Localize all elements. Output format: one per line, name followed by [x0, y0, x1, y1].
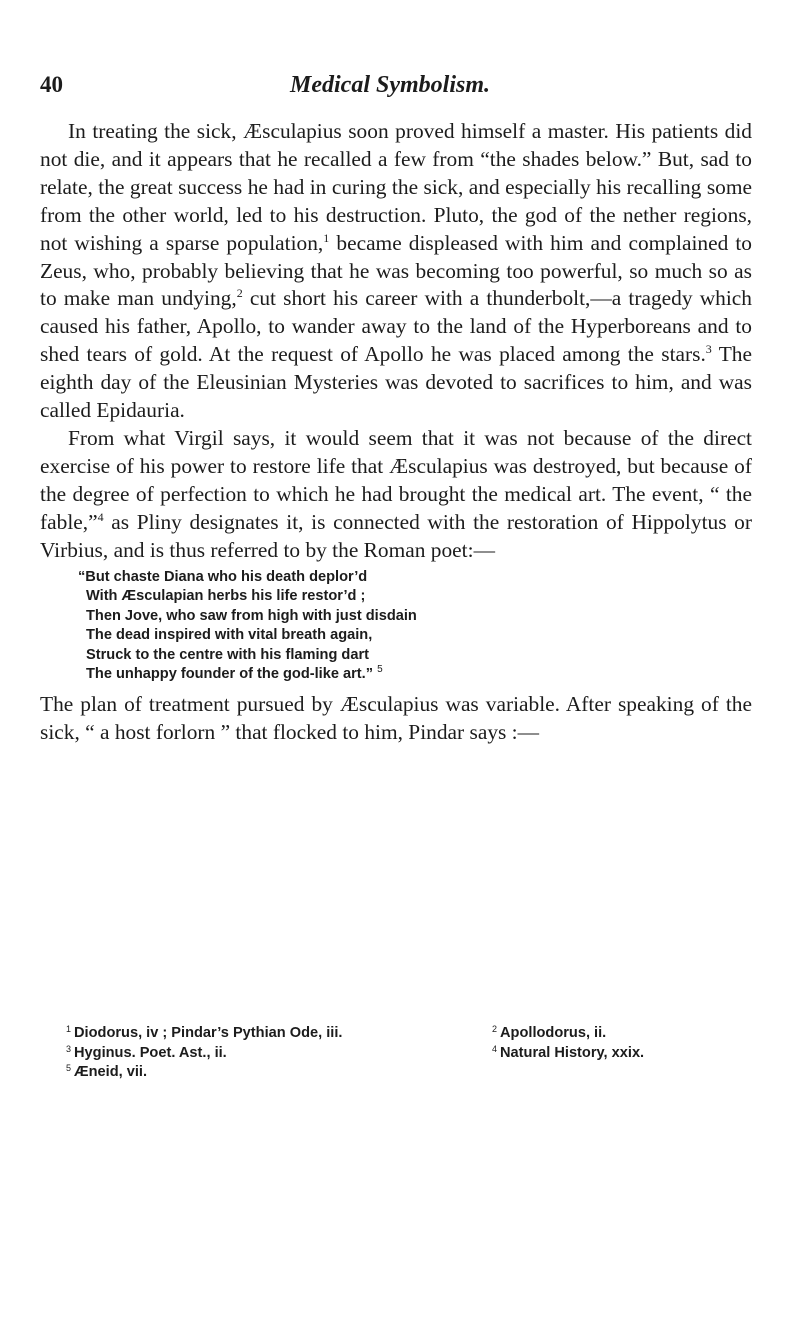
paragraph-1-text-d: The eighth day of the Eleusinian Mysteries was devoted to sacrifices to him, and was called Epidauria. — [40, 342, 752, 423]
paragraph-2-text-b: as Pliny designates it, is connected with the restoration of Hippolytus or Virbius, and is thus referred to by the Roman poet:— — [40, 509, 752, 562]
paragraph-1 — [40, 118, 752, 425]
running-title: Medical Symbolism. — [290, 72, 490, 98]
paragraph-1-text-c: cut short his career with a thunderbolt,—a tragedy which caused his father, Apollo, to wander away to the land of the Hyperboreans and to shed tears of gold. At the request of Apollo he was placed among the stars. — [40, 286, 752, 367]
poem-line-last — [86, 665, 752, 685]
poem-line: Then Jove, who saw from high with just disdain — [86, 607, 417, 624]
poem-quotation — [40, 568, 752, 686]
page-header — [40, 72, 740, 106]
footnote-text: Apollodorus, ii. — [500, 1025, 607, 1041]
poem-line-text: The unhappy founder of the god-like art.” — [86, 666, 374, 683]
paragraph-1-text-b: became displeased with him and complained to Zeus, who, probably believing that he was becoming too powerful, so much so as to make man undying, — [40, 230, 753, 311]
footnote-ref-5: 5 — [377, 664, 383, 676]
footnote-ref-3: 3 — [705, 342, 712, 357]
footnote-ref-4: 4 — [97, 509, 104, 524]
footnote-row — [66, 1020, 766, 1040]
footnote-mark: 3 — [66, 1043, 72, 1054]
paragraph-2 — [40, 425, 752, 565]
paragraph-2-text-a: From what Virgil says, it would seem that it was not because of the direct exercise of his power to restore life that Æsculapius was destroyed, but because of the degree of perfection to which he had brought the medical art. The event, “ the fable,” — [40, 425, 752, 534]
paragraph-3: The plan of treatment pursued by Æsculapius was variable. After speaking of the sick, “ a host forlorn ” that flocked to him, Pindar says :— — [40, 692, 752, 744]
footnote-5 — [66, 1059, 147, 1083]
footnote-text: Æneid, vii. — [74, 1064, 147, 1080]
body-text — [40, 118, 752, 747]
footnote-mark: 1 — [66, 1024, 72, 1034]
footnote-text: Natural History, xxix. — [500, 1044, 645, 1061]
footnote-row — [66, 1059, 766, 1079]
footnote-mark: 5 — [66, 1063, 72, 1073]
footnote-text: Diodorus, iv ; Pindar’s Pythian Ode, iii. — [74, 1025, 343, 1041]
poem-line: Struck to the centre with his flaming dart — [86, 646, 369, 663]
paragraph-1-text-a: In treating the sick, Æsculapius soon proved himself a master. His patients did not die, and it appears that he recalled a few from “the shades below.” But, sad to relate, the great success he had in curing the sick, and especially his recalling some from the other world, led to his destruction. Pluto, the god of the nether regions, not wishing a sparse population, — [40, 119, 752, 255]
poem-line: The dead inspired with vital breath again, — [86, 627, 373, 644]
footnotes — [66, 1020, 766, 1079]
page-number: 40 — [40, 72, 63, 97]
poem-line: “But chaste Diana who his death deplor’d — [78, 568, 368, 585]
footnote-ref-2: 2 — [236, 286, 243, 301]
footnote-mark: 4 — [492, 1043, 498, 1054]
poem-line: With Æsculapian herbs his life restor’d ; — [86, 588, 366, 605]
footnote-text: Hyginus. Poet. Ast., ii. — [74, 1044, 227, 1061]
footnote-ref-1: 1 — [323, 230, 330, 245]
footnote-row — [66, 1040, 766, 1060]
footnote-mark: 2 — [492, 1024, 498, 1034]
